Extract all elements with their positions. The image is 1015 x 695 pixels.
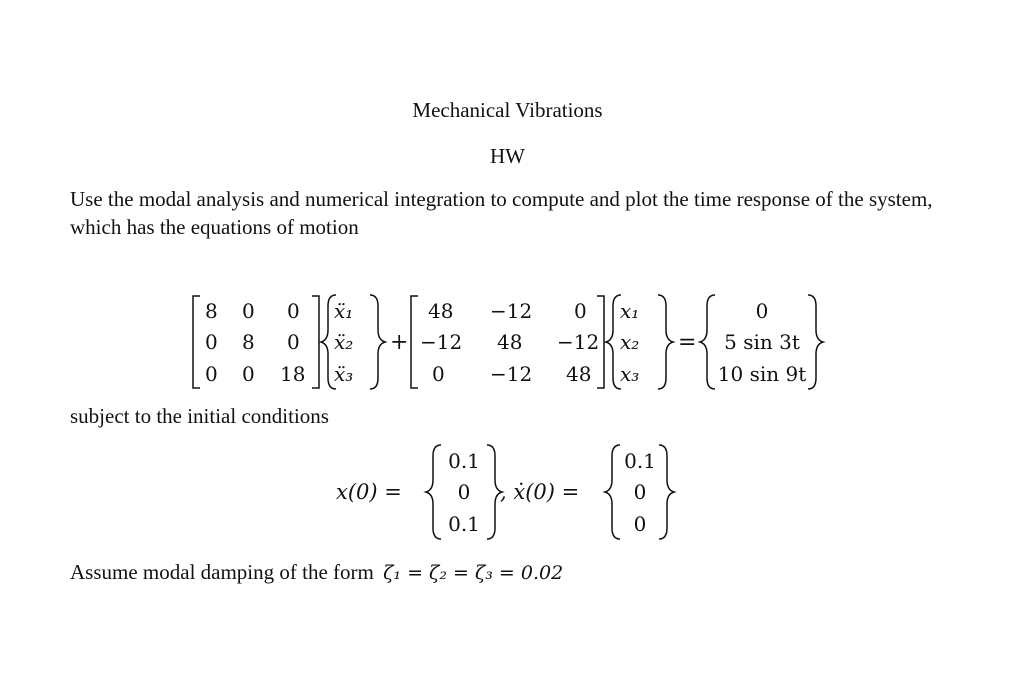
document-title: Mechanical Vibrations (412, 98, 603, 122)
mass-matrix-cell: 18 (280, 362, 306, 386)
initial-conditions (0, 440, 1015, 545)
mass-matrix-bracket-right (312, 296, 319, 388)
disp-vector-brace-left (606, 295, 621, 389)
damping-statement (70, 560, 563, 585)
force-vector-entry: 0 (755, 299, 769, 323)
damping-text: Assume modal damping of the form (70, 560, 374, 584)
disp-vector-entry: x₂ (620, 330, 640, 354)
stiffness-matrix-cell: 48 (497, 330, 523, 354)
v0-entry: 0.1 (624, 449, 656, 473)
damping-value: ζ₁ = ζ₂ = ζ₃ = 0.02 (383, 562, 564, 584)
v0-entry: 0 (633, 512, 647, 536)
initial-conditions-label: subject to the initial conditions (70, 404, 329, 428)
x0-label: x(0) = (336, 480, 402, 504)
mass-matrix-cell: 0 (205, 330, 218, 354)
stiffness-matrix-cell: 0 (574, 299, 587, 323)
mass-matrix-cell: 8 (205, 299, 218, 323)
x0-entry: 0 (457, 480, 471, 504)
v0-entry: 0 (633, 480, 647, 504)
force-vector-brace-right (808, 295, 823, 389)
x0-entry: 0.1 (448, 512, 480, 536)
stiffness-matrix-bracket-left (411, 296, 418, 388)
mass-matrix-cell: 0 (205, 362, 218, 386)
accel-vector-entry: ẍ₂ (334, 330, 354, 354)
force-vector-brace-left (700, 295, 715, 389)
mass-matrix-cell: 0 (287, 299, 300, 323)
v0-label: , ẋ(0) = (500, 480, 580, 504)
mass-matrix-cell: 0 (242, 362, 255, 386)
mass-matrix-cell: 8 (242, 330, 255, 354)
force-vector-entry: 5 sin 3t (724, 330, 800, 354)
stiffness-matrix-cell: 48 (428, 299, 454, 323)
stiffness-matrix-cell: 48 (566, 362, 592, 386)
stiffness-matrix-cell: −12 (490, 362, 533, 386)
disp-vector-entry: x₃ (620, 362, 640, 386)
stiffness-matrix-cell: −12 (420, 330, 463, 354)
stiffness-matrix-cell: −12 (557, 330, 600, 354)
disp-vector-entry: x₁ (620, 299, 640, 323)
stiffness-matrix-cell: −12 (490, 299, 533, 323)
v0-brace-right (659, 445, 674, 539)
x0-brace-left (426, 445, 441, 539)
v0-brace-left (605, 445, 620, 539)
disp-vector-brace-right (658, 295, 673, 389)
x0-entry: 0.1 (448, 449, 480, 473)
mass-matrix-bracket-left (193, 296, 200, 388)
mass-matrix-cell: 0 (242, 299, 255, 323)
force-vector-entry: 10 sin 9t (717, 362, 807, 386)
equation-of-motion (0, 290, 1015, 400)
equals-sign: = (678, 330, 697, 355)
problem-statement: Use the modal analysis and numerical integration to compute and plot the time response of the system, which has the equations of motion (70, 187, 933, 239)
accel-vector-brace-right (370, 295, 385, 389)
accel-vector-entry: ẍ₃ (334, 362, 354, 386)
plus-sign: + (390, 330, 409, 355)
mass-matrix-cell: 0 (287, 330, 300, 354)
accel-vector-entry: ẍ₁ (334, 299, 354, 323)
document-subtitle: HW (490, 144, 525, 168)
stiffness-matrix-cell: 0 (432, 362, 445, 386)
